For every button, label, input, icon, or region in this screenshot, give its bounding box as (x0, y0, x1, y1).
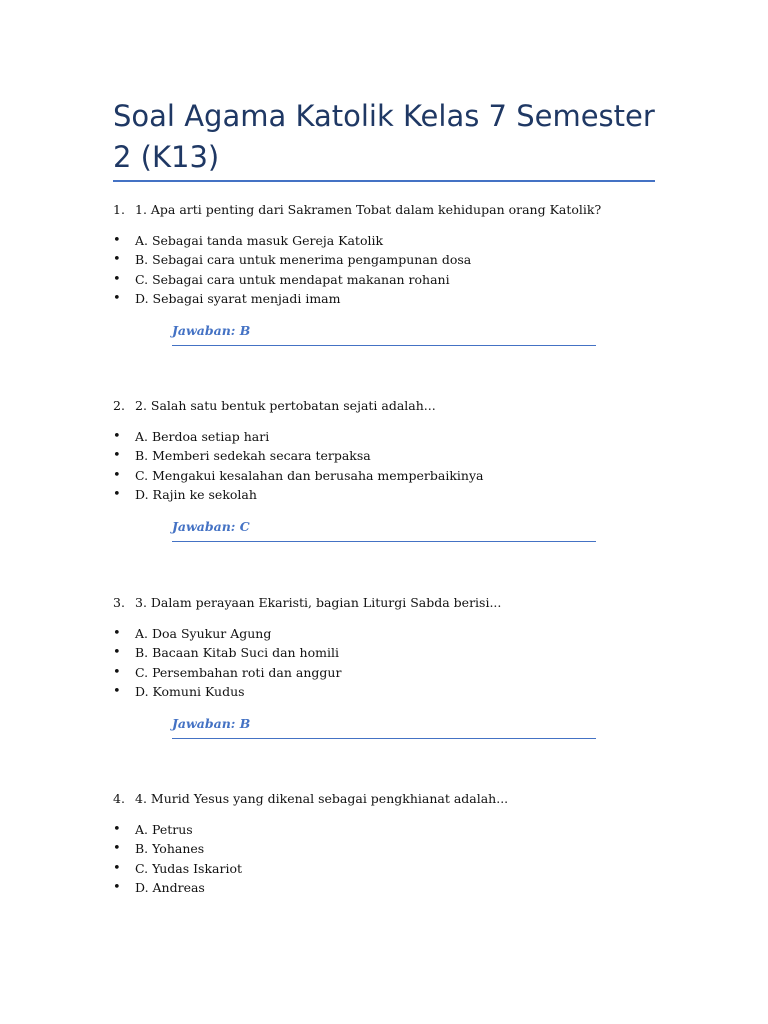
option-d (113, 878, 673, 897)
bullet-icon: • (113, 448, 121, 464)
option-b (113, 839, 673, 858)
option-c (113, 466, 673, 485)
question-3 (113, 593, 673, 739)
bullet-icon: • (113, 879, 121, 895)
question-2 (113, 396, 673, 542)
answer-key: Jawaban: C (172, 517, 596, 542)
question-4 (113, 789, 673, 897)
option-b (113, 250, 673, 269)
option-a (113, 820, 673, 839)
option-c (113, 663, 673, 682)
question-number: 3. (113, 595, 125, 610)
option-list (113, 427, 673, 504)
question-line (113, 789, 673, 809)
question-number: 1. (113, 202, 125, 217)
option-text: B. Bacaan Kitab Suci dan homili (135, 645, 339, 661)
option-text: C. Persembahan roti dan anggur (135, 664, 342, 680)
option-d (113, 289, 673, 308)
option-a (113, 231, 673, 250)
question-text: 2. Salah satu bentuk pertobatan sejati adalah... (135, 398, 436, 413)
bullet-icon: • (113, 252, 121, 268)
question-text: 3. Dalam perayaan Ekaristi, bagian Liturgi Sabda berisi... (135, 595, 502, 610)
bullet-icon: • (113, 271, 121, 287)
option-c (113, 270, 673, 289)
option-text: A. Petrus (135, 822, 193, 837)
answer-key: Jawaban: B (172, 714, 596, 739)
option-text: D. Komuni Kudus (135, 683, 245, 699)
bullet-icon: • (113, 626, 121, 641)
question-line (113, 200, 673, 220)
bullet-icon: • (113, 822, 121, 837)
question-text: 4. Murid Yesus yang dikenal sebagai pengkhianat adalah... (135, 791, 509, 806)
question-1 (113, 200, 673, 346)
option-b (113, 446, 673, 465)
option-text: D. Sebagai syarat menjadi imam (135, 290, 341, 306)
answer-key: Jawaban: B (172, 321, 596, 346)
option-text: A. Doa Syukur Agung (135, 626, 272, 641)
option-text: D. Andreas (135, 879, 205, 895)
bullet-icon: • (113, 429, 121, 444)
bullet-icon: • (113, 290, 121, 306)
option-text: A. Berdoa setiap hari (135, 429, 270, 444)
option-text: A. Sebagai tanda masuk Gereja Katolik (135, 233, 384, 248)
option-text: C. Yudas Iskariot (135, 860, 243, 876)
question-number: 2. (113, 398, 125, 413)
option-a (113, 624, 673, 643)
option-text: C. Sebagai cara untuk mendapat makanan rohani (135, 271, 450, 287)
option-list (113, 624, 673, 701)
option-text: B. Yohanes (135, 841, 205, 857)
bullet-icon: • (113, 860, 121, 876)
bullet-icon: • (113, 486, 121, 502)
option-text: B. Sebagai cara untuk menerima pengampunan dosa (135, 252, 472, 268)
bullet-icon: • (113, 645, 121, 661)
option-a (113, 427, 673, 446)
question-text: 1. Apa arti penting dari Sakramen Tobat dalam kehidupan orang Katolik? (135, 202, 602, 217)
option-c (113, 859, 673, 878)
bullet-icon: • (113, 664, 121, 680)
option-d (113, 485, 673, 504)
bullet-icon: • (113, 841, 121, 857)
option-text: C. Mengakui kesalahan dan berusaha memperbaikinya (135, 467, 484, 483)
bullet-icon: • (113, 467, 121, 483)
bullet-icon: • (113, 683, 121, 699)
question-line (113, 593, 673, 613)
option-text: D. Rajin ke sekolah (135, 486, 257, 502)
document-title: Soal Agama Katolik Kelas 7 Semester 2 (K13) (113, 99, 655, 174)
bullet-icon: • (113, 233, 121, 248)
question-line (113, 396, 673, 416)
option-list (113, 820, 673, 897)
question-number: 4. (113, 791, 125, 806)
option-d (113, 682, 673, 701)
option-b (113, 643, 673, 662)
option-list (113, 231, 673, 308)
title-divider (113, 180, 655, 182)
option-text: B. Memberi sedekah secara terpaksa (135, 448, 371, 464)
